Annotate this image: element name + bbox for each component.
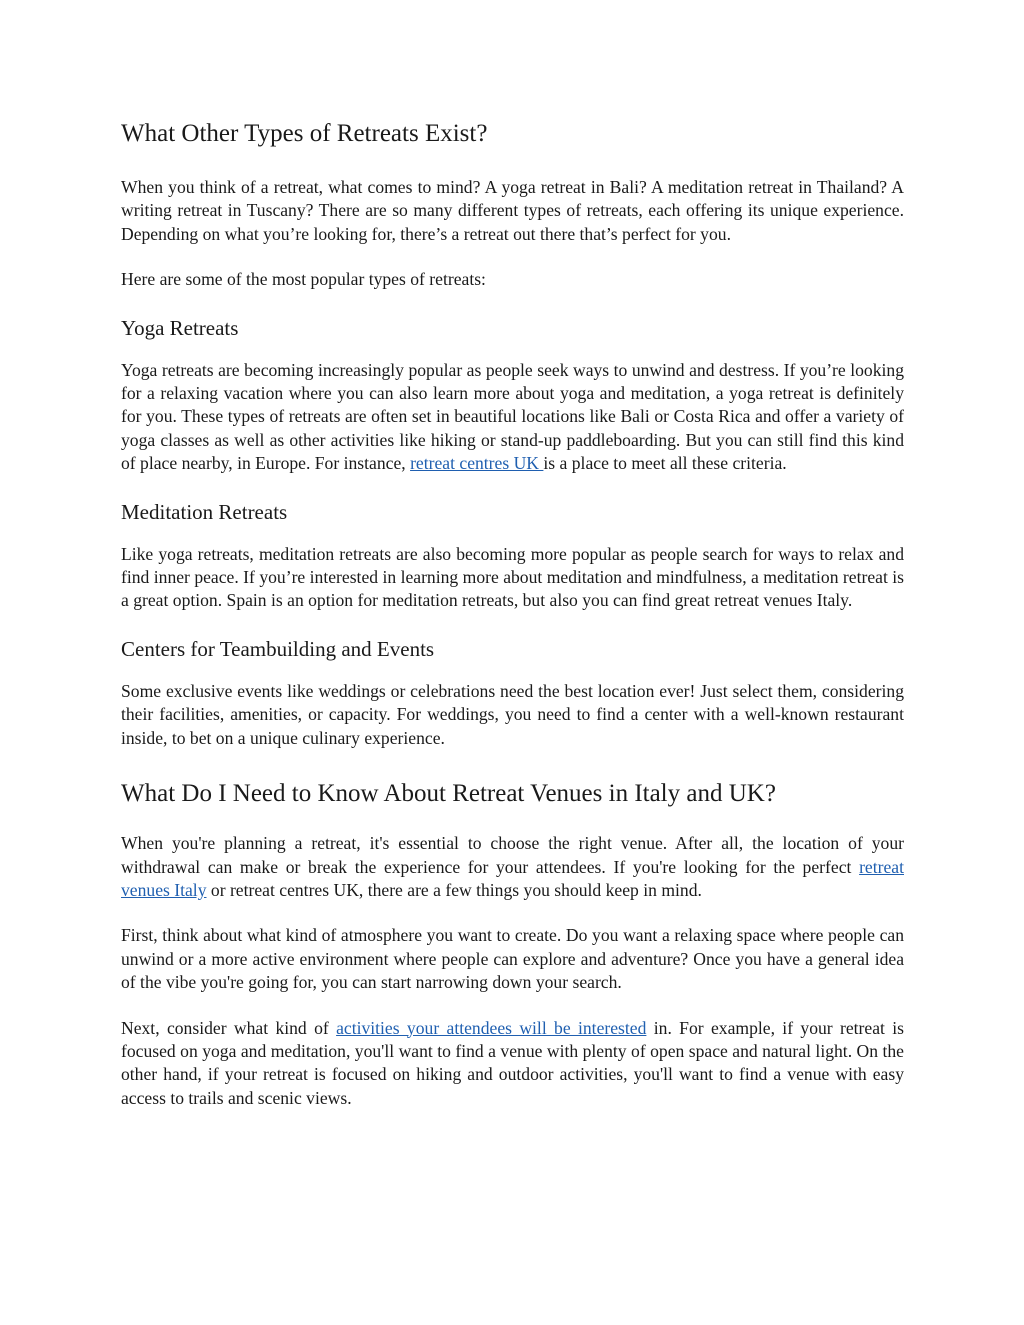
venue-paragraph (121, 832, 904, 902)
yoga-text-after-link: is a place to meet all these criteria. (543, 453, 787, 474)
document-page (121, 118, 904, 1132)
heading-meditation-retreats: Meditation Retreats (121, 499, 288, 524)
heading-types-of-retreats: What Other Types of Retreats Exist? (121, 120, 488, 147)
yoga-paragraph (121, 359, 904, 476)
heading-retreat-venues-italy-uk: What Do I Need to Know About Retreat Venues in Italy and UK? (121, 780, 776, 808)
activities-paragraph (121, 1017, 904, 1111)
venue-text-after-link: or retreat centres UK, there are a few things you should keep in mind. (206, 879, 702, 900)
yoga-text-before-link: Yoga retreats are becoming increasingly popular as people seek ways to unwind and destress. If you’re looking for a relaxing vacation where you can also learn more about yoga and meditation, a yoga retreat is definitely for you. These types of retreats are often set in beautiful locations like Bali or Costa Rica and offer a variety of yoga classes as well as other activities like hiking or stand-up paddleboarding. But you can still find this kind of place nearby, in Europe. For instance, (121, 359, 904, 474)
atmosphere-paragraph: First, think about what kind of atmosphere you want to create. Do you want a relaxing space where people can unwind or a more active environment where people can explore and adventure? Once you have a general idea of the vibe you're going for, you can start narrowing down your search. (121, 925, 904, 993)
activities-attendees-link[interactable]: activities your attendees will be interested (336, 1017, 647, 1038)
retreat-venues-italy-link[interactable]: retreat venues Italy (121, 856, 904, 900)
heading-teambuilding-events: Centers for Teambuilding and Events (121, 636, 435, 661)
retreat-centres-uk-link[interactable]: retreat centres UK (410, 453, 544, 474)
intro-paragraph: When you think of a retreat, what comes to mind? A yoga retreat in Bali? A meditation retreat in Thailand? A writing retreat in Tuscany? There are so many different types of retreats, each offering its unique experience. Depending on what you’re looking for, there’s a retreat out there that’s perfect for you. (121, 177, 904, 244)
teambuilding-paragraph: Some exclusive events like weddings or celebrations need the best location ever! Just select them, considering their facilities, amenities, or capacity. For weddings, you need to find a center with a well-known restaurant inside, to bet on a unique culinary experience. (121, 680, 904, 748)
meditation-paragraph: Like yoga retreats, meditation retreats are also becoming more popular as people search for ways to relax and find inner peace. If you’re interested in learning more about meditation and mindfulness, a meditation retreat is a great option. Spain is an option for meditation retreats, but also you can find great retreat venues Italy. (121, 543, 904, 611)
popular-types-intro: Here are some of the most popular types of retreats: (121, 269, 486, 290)
activities-text-after-link: in. For example, if your retreat is focused on yoga and meditation, you'll want to find a venue with plenty of open space and natural light. On the other hand, if your retreat is focused on hiking and outdoor activities, you'll want to find a venue with easy access to trails and scenic views. (121, 1017, 905, 1108)
venue-text-before-link: When you're planning a retreat, it's essential to choose the right venue. After all, the location of your withdrawal can make or break the experience for your attendees. If you're looking for the perfect (121, 833, 904, 877)
heading-yoga-retreats: Yoga Retreats (121, 315, 239, 340)
activities-text-before-link: Next, consider what kind of (121, 1017, 337, 1038)
